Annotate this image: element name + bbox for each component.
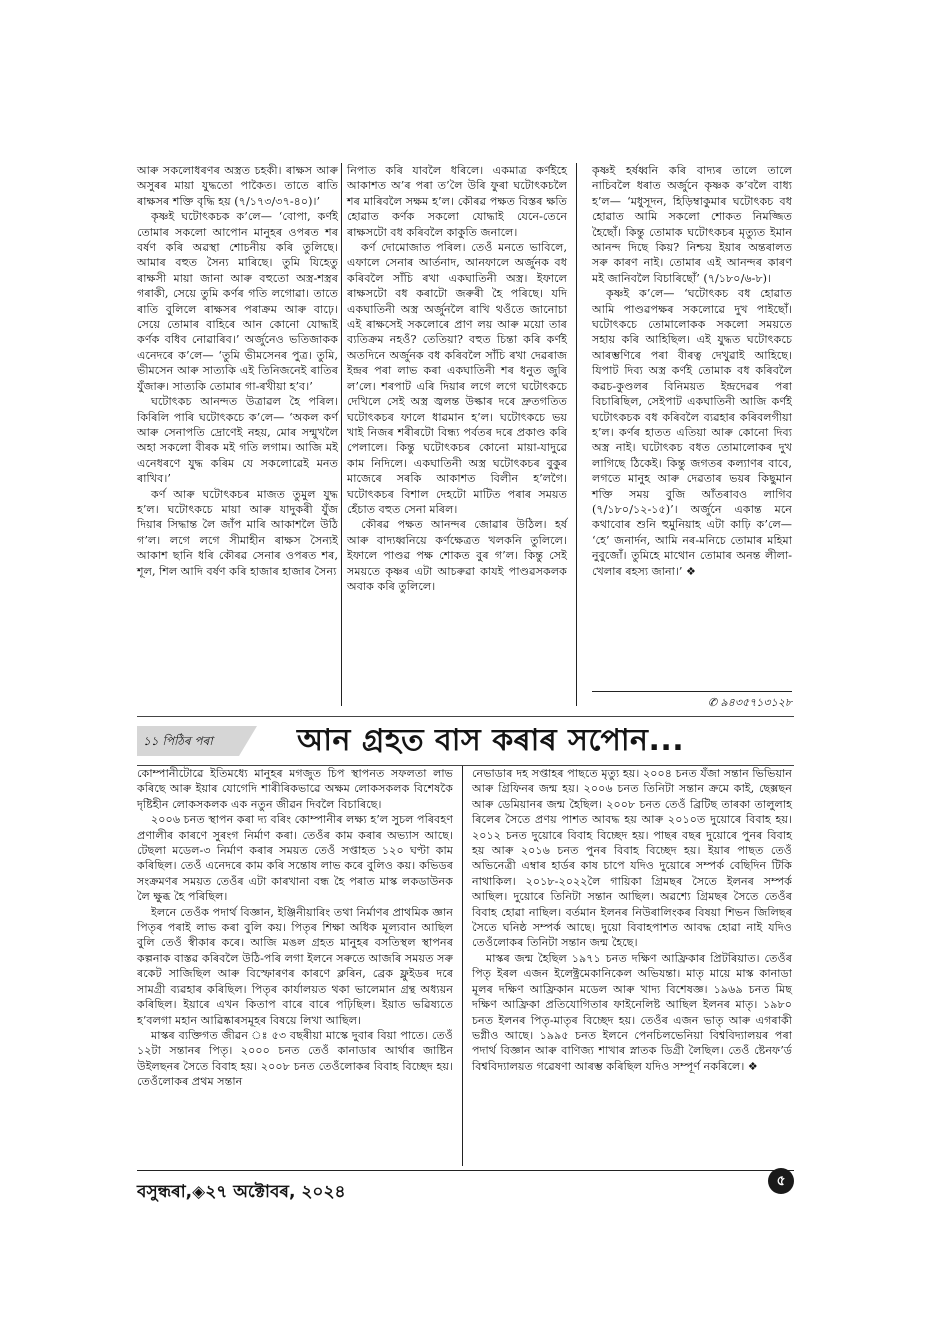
publication-date-line: বসুন্ধৰা,◈২৭ অক্টোবৰ, ২০২৪: [137, 1182, 346, 1202]
article-column-1: [137, 766, 453, 1090]
article-headline: আন গ্ৰহত বাস কৰাৰ সপোন...: [297, 723, 685, 758]
article-column-1: [137, 163, 338, 579]
paragraph: ঘটোৎকচ আনন্দত উত্ৰাৱল হৈ পৰিল। কিৰিলি পাৰি ঘটোৎকচে ক’লে— ‘অকল কৰ্ণ আৰু সেনাপতি দ্ৰোণেই নহয়, মোৰ সন্মুখলৈ অহা সকলো বীৰক মই গতি লগাম। আজি মই এনেধৰণে যুদ্ধ কৰিম যে সকলোৱেই মনত ৰাখিব।’: [137, 395, 338, 486]
column-divider: [462, 766, 463, 1166]
article-column-2: [472, 766, 792, 1074]
paragraph: কৃষ্ণই হৰ্ষধ্বনি কৰি বাদ্যৰ তালে তালে নাচিবলৈ ধৰাত অৰ্জুনে কৃষ্ণক ক’বলৈ বাধ্য হ’ল— ‘মধুসূদন, হিড়িম্বাকুমাৰ ঘটোৎকচ বধ হোৱাত আমি সকলো শোকত নিমজ্জিত হৈছোঁ। কিন্তু তোমাক ঘটোৎকচৰ মৃত্যুত ইমান আনন্দ দিছে কিয়? নিশ্চয় ইয়াৰ অন্তৰালত সৰু কাৰণ নাই। তোমাৰ এই আনন্দৰ কাৰণ মই জানিবলৈ বিচাৰিছোঁ’ (৭/১৮০/৬-৮)।: [592, 164, 792, 285]
paragraph: কৰ্ণ আৰু ঘটোৎকচৰ মাজত তুমুল যুদ্ধ হ’ল। ঘটোৎকচে মায়া আৰু যাদুকৰী যুঁজ দিয়াৰ সিদ্ধান্ত লৈ জাঁপ মাৰি আকাশলৈ উঠি গ’ল। লগে লগে সীমাহীন ৰাক্ষস সৈন্যই আকাশ ছানি ধৰি কৌৰৱ সেনাৰ ওপৰত শৰ, শূল, শিল আদি বৰ্ষণ কৰি হাজাৰ হাজাৰ সৈন্য: [137, 487, 338, 578]
paragraph: আৰু সকলোধৰণৰ অস্ত্ৰত চহকী। ৰাক্ষস আৰু অসুৰৰ মায়া যুদ্ধতো পাকৈত। তাতে ৰাতি ৰাক্ষসৰ শক্তি বৃদ্ধি হয় (৭/১৭৩/৩৭-৪০)।’: [137, 164, 338, 208]
continued-from-label: ১১ পিঠিৰ পৰা: [137, 726, 239, 756]
musk-article: [0, 766, 945, 1176]
article-column-2: [347, 163, 567, 594]
paragraph: কোম্পানীটোৱে ইতিমধ্যে মানুহৰ মগজুত চিপ স্থাপনত সফলতা লাভ কৰিছে আৰু ইয়াৰ যোগেদি শাৰীৰিকভাৱে অক্ষম লোকসকলক বিশেষকৈ দৃষ্টিহীন লোকসকলক এক নতুন জীৱন দিবলৈ বিচাৰিছে।: [137, 767, 453, 811]
paragraph: মাস্কৰ জন্ম হৈছিল ১৯৭১ চনত দক্ষিণ আফ্ৰিকাৰ প্ৰিটৰিয়াত। তেওঁৰ পিতৃ ইৰল এজন ইলেক্ট্ৰমেকানিকেল অভিযন্তা। মাতৃ মায়ে মাস্ক কানাডা মূলৰ দক্ষিণ আফ্ৰিকান মডেল আৰু খাদ্য বিশেষজ্ঞ। ১৯৬৯ চনত মিছ দক্ষিণ আফ্ৰিকা প্ৰতিযোগিতাৰ ফাইনেলিষ্ট আছিল ইলনৰ মাতৃ। ১৯৮০ চনত ইলনৰ পিতৃ-মাতৃৰ বিচ্ছেদ হয়। তেওঁৰ এজন ভাতৃ আৰু এগৰাকী ভগ্নীও আছে। ১৯৯৫ চনত ইলনে পেনচিলভেনিয়া বিশ্ববিদ্যালয়ৰ পৰা পদাৰ্থ বিজ্ঞান আৰু বাণিজ্য শাখাৰ স্নাতক ডিগ্ৰী লৈছিল। তেওঁ ষ্টেনফ’ৰ্ড বিশ্ববিদ্যালয়ত গৱেষণা আৰম্ভ কৰিছিল যদিও সম্পূৰ্ণ নকৰিলে। ❖: [472, 951, 792, 1073]
page-footer: [137, 1170, 794, 1207]
page-number: ৫: [768, 1168, 794, 1194]
article-column-3: [592, 163, 792, 579]
column-divider: [576, 163, 577, 706]
headline-bar: [137, 716, 794, 766]
paragraph: কৌৰৱ পক্ষত আনন্দৰ জোৱাৰ উঠিল। হৰ্ষ আৰু বাদ্যধ্বনিয়ে কৰ্ণক্ষেত্ৰত খলকনি তুলিলে। ইফালে পাণ্ডৱ পক্ষ শোকত বুৰ গ’ল। কিন্তু সেই সময়তে কৃষ্ণৰ এটা আচৰুৱা কাযই পাণ্ডৱসকলক অবাক কৰি তুলিলে।: [347, 518, 567, 593]
paragraph: নেভাডাৰ দহ সপ্তাহৰ পাছতে মৃত্যু হয়। ২০০৪ চনত যঁজা সন্তান ভিভিয়ান আৰু গ্ৰিফিনৰ জন্ম হয়। ২০০৬ চনত তিনিটা সন্তান ক্ৰমে কাই, ছেক্সছন আৰু ডেমিয়ানৰ জন্ম হৈছিল। ২০০৮ চনত তেওঁ ব্ৰিটিছ তাৰকা তালুলাহ ৰিলেৰ সৈতে প্ৰণয় পাশত আবদ্ধ হয় আৰু ২০১০ত দুয়োৰে বিবাহ হয়। ২০১২ চনত দুয়োৰে বিবাহ বিচ্ছেদ হয়। পাছৰ বছৰ দুয়োৰে পুনৰ বিবাহ হয় আৰু ২০১৬ চনত পুনৰ বিবাহ বিচ্ছেদ হয়। ইয়াৰ পাছত তেওঁ অভিনেত্ৰী এম্বাৰ হাৰ্ডৰ কাষ চাপে যদিও দুয়োৰে সম্পৰ্ক বেছিদিন টিকি নাথাকিল। ২০১৮-২০২২লৈ গায়িকা গ্ৰিমছৰ সৈতে ইলনৰ সম্পৰ্ক আছিল। দুয়োৰে তিনিটা সন্তান আছিল। অৱশ্যে গ্ৰিমছৰ সৈতে তেওঁৰ বিবাহ হোৱা নাছিল। বৰ্তমান ইলনৰ নিউৰালিংকৰ বিষয়া শিভন জিলিছৰ সৈতে ঘনিষ্ঠ সম্পৰ্ক আছে। দুয়ো বিবাহপাশত আবদ্ধ হোৱা নাই যদিও তেওঁলোকৰ তিনিটা সন্তান জন্ম হৈছে।: [472, 767, 792, 950]
paragraph: মাস্কৰ ব্যক্তিগত জীৱন ঃ ৫৩ বছৰীয়া মাস্কে দুবাৰ বিয়া পাতে। তেওঁ ১২টা সন্তানৰ পিতৃ। ২০০০ চনত তেওঁ কানাডাৰ আৰ্থাৰ জাষ্টিন উইলছনৰ সৈতে বিবাহ হয়। ২০০৮ চনত তেওঁলোকৰ বিবাহ বিচ্ছেদ হয়। তেওঁলোকৰ প্ৰথম সন্তান: [137, 1028, 453, 1089]
paragraph: নিপাত কৰি যাবলৈ ধৰিলে। একমাত্ৰ কৰ্ণইহে আকাশত অ’ৰ পৰা ত’লৈ উৰি ফুৰা ঘটোৎকচলৈ শৰ মাৰিবলৈ সক্ষম হ’ল। কৌৰৱ পক্ষত বিস্তৰ ক্ষতি হোৱাত কৰ্ণক সকলো যোদ্ধাই যেনে-তেনে ৰাক্ষসটো বধ কৰিবলৈ কাকুতি জনালে।: [347, 164, 567, 239]
paragraph: কৃষ্ণই ক’লে— ‘ঘটোৎকচ বধ হোৱাত আমি পাণ্ডৱপক্ষৰ সকলোৱে দুখ পাইছোঁ। ঘটোৎকচে তোমালোকক সকলো সময়তে সহায় কৰি আহিছিল। এই যুদ্ধত ঘটোৎকচে আৰম্ভণিৰে পৰা বীৰত্ব দেখুৱাই আহিছে। যিপাট দিব্য অস্ত্ৰ কৰ্ণই তোমাক বধ কৰিবলৈ কৱচ-কুণ্ডলৰ বিনিময়ত ইন্দ্ৰদেৱৰ পৰা বিচাৰিছিল, সেইপাট একঘাতিনী আজি কৰ্ণই ঘটোৎকচক বধ কৰিবলৈ ব্যৱহাৰ কৰিবলগীয়া হ’ল। কৰ্ণৰ হাতত এতিয়া আৰু কোনো দিব্য অস্ত্ৰ নাই। ঘটোৎকচ বধত তোমালোকৰ দুখ লাগিছে ঠিকেই। কিন্তু জগতৰ কল্যাণৰ বাবে, লগতে মানুহ আৰু দেৱতাৰ ভয়ৰ কিছুমান শক্তি সময় বুজি আঁতৰাবও লাগিব (৭/১৮০/১২-১৫)’। অৰ্জুনে একান্ত মনে কথাবোৰ শুনি হুমুনিয়াহ এটা কাঢ়ি ক’লে— ‘হে’ জনাৰ্দন, আমি নৰ-মনিচে তোমাৰ মহিমা নুবুজোঁ। তুমিহে মাথোন তোমাৰ অনন্ত লীলা-খেলাৰ ৰহস্য জানা।’ ❖: [592, 287, 792, 578]
author-phone: ✆ ৯৪৩৫৭১৩১২৮: [592, 691, 792, 713]
paragraph: কৃষ্ণই ঘটোৎকচক ক’লে— ‘বোপা, কৰ্ণই তোমাৰ সকলো আপোন মানুহৰ ওপৰত শৰ বৰ্ষণ কৰি অৱস্থা শোচনীয় কৰি তুলিছে। আমাৰ বহুত সৈন্য মাৰিছে। তুমি যিহেতু ৰাক্ষসী মায়া জানা আৰু বহুতো অস্ত্ৰ-শস্ত্ৰৰ গৰাকী, সেয়ে তুমি কৰ্ণৰ গতি লগোৱা। তাতে ৰাতি বুলিলে ৰাক্ষসৰ পৰাক্ৰম আৰু বাঢ়ে। সেয়ে তোমাৰ বাহিৰে আন কোনো যোদ্ধাই কৰ্ণক বধিব নোৱাৰিব।’ অৰ্জুনেও ভতিজাকক এনেদৰে ক’লে— ‘তুমি ভীমসেনৰ পুত্ৰ। তুমি, ভীমসেন আৰু সাত্যকি এই তিনিজনেই ৰাতিৰ যুঁজাৰু। সাত্যকি তোমাৰ গা-ৰখীয়া হ’ব।’: [137, 210, 338, 393]
paragraph: ইলনে তেওঁক পদাৰ্থ বিজ্ঞান, ইঞ্জিনীয়াৰিং তথা নিৰ্মাণৰ প্ৰাথমিক জ্ঞান পিতৃৰ পৰাই লাভ কৰা বুলি কয়। পিতৃৰ শিক্ষা অধিক মূল্যবান আছিল বুলি তেওঁ স্বীকাৰ কৰে। আজি মঙল গ্ৰহত মানুহৰ বসতিস্থল স্থাপনৰ কল্পনাক বাস্তৱ কৰিবলৈ উঠি-পৰি লগা ইলনে সৰুতে আজৰি সময়ত সৰু ৰকেট সাজিছিল আৰু বিস্ফোৰণৰ কাৰণে ক্লৰিন, ব্ৰেক ফ্লুইডৰ দৰে সামগ্ৰী ব্যৱহাৰ কৰিছিল। পিতৃৰ কাৰ্যালয়ত থকা ভালেমান গ্ৰন্থ অধ্যয়ন কৰিছিল। ইয়াৰে এখন কিতাপ বাৰে বাৰে পঢ়িছিল। ইয়াত ভৱিষ্যতে হ’বলগা মহান আৱিষ্কাৰসমূহৰ বিষয়ে লিখা আছিল।: [137, 905, 453, 1027]
paragraph: ২০০৬ চনত স্থাপন কৰা দ্য বৰিং কোম্পানীৰ লক্ষ্য হ’ল সুচল পৰিবহণ প্ৰণালীৰ কাৰণে সুৰংগ নিৰ্মাণ কৰা। তেওঁৰ কাম কৰাৰ অভ্যাস আছে। টেছলা মডেল-৩ নিৰ্মাণ কৰাৰ সময়ত তেওঁ সপ্তাহত ১২০ ঘণ্টা কাম কৰিছিল। তেওঁ এনেদৰে কাম কৰি সন্তোষ লাভ কৰে বুলিও কয়। কভিডৰ সংক্ৰমণৰ সময়ত তেওঁৰ এটা কাৰখানা বন্ধ হৈ পৰাত মাস্ক লকডাউনক লৈ ক্ষুব্ধ হৈ পৰিছিল।: [137, 813, 453, 904]
column-divider: [341, 163, 342, 706]
paragraph: কৰ্ণ দোমোজাত পৰিল। তেওঁ মনতে ভাবিলে, এফালে সেনাৰ আৰ্তনাদ, আনফালে অৰ্জুনক বধ কৰিবলৈ সাঁচি ৰখা একঘাতিনী অস্ত্ৰ। ইফালে ৰাক্ষসটো বধ কৰাটো জৰুৰী হৈ পৰিছে। যদি একঘাতিনী অস্ত্ৰ অৰ্জুনলৈ ৰাখি থওঁতে জানোচা এই ৰাক্ষসেই সকলোৰে প্ৰাণ লয় আৰু ময়ো তাৰ ব্যতিক্ৰম নহওঁ? তেতিয়া? বহুত চিন্তা কৰি কৰ্ণই অতদিনে অৰ্জুনক বধ কৰিবলৈ সাঁচি ৰখা দেৱৰাজ ইন্দ্ৰৰ পৰা লাভ কৰা একঘাতিনী শৰ ধনুত জুৰি ল’লে। শৰপাট এৰি দিয়াৰ লগে লগে ঘটোৎকচে দেখিলে সেই অস্ত্ৰ জ্বলন্ত উল্কাৰ দৰে দ্ৰুতগতিত ঘটোৎকচৰ ফালে ধাৱমান হ’ল। ঘটোৎকচে ভয় খাই নিজৰ শৰীৰটো বিন্ধ্য পৰ্বতৰ দৰে প্ৰকাণ্ড কৰি পেলালে। কিন্তু ঘটোৎকচৰ কোনো মায়া-যাদুৱে কাম নিদিলে। একঘাতিনী অস্ত্ৰ ঘটোৎকচৰ বুকুৰ মাজেৰে সৰকি আকাশত বিলীন হ’লগৈ। ঘটোৎকচৰ বিশাল দেহটো মাটিত পৰাৰ সময়ত হেঁচাত বহুত সেনা মৰিল।: [347, 241, 567, 516]
